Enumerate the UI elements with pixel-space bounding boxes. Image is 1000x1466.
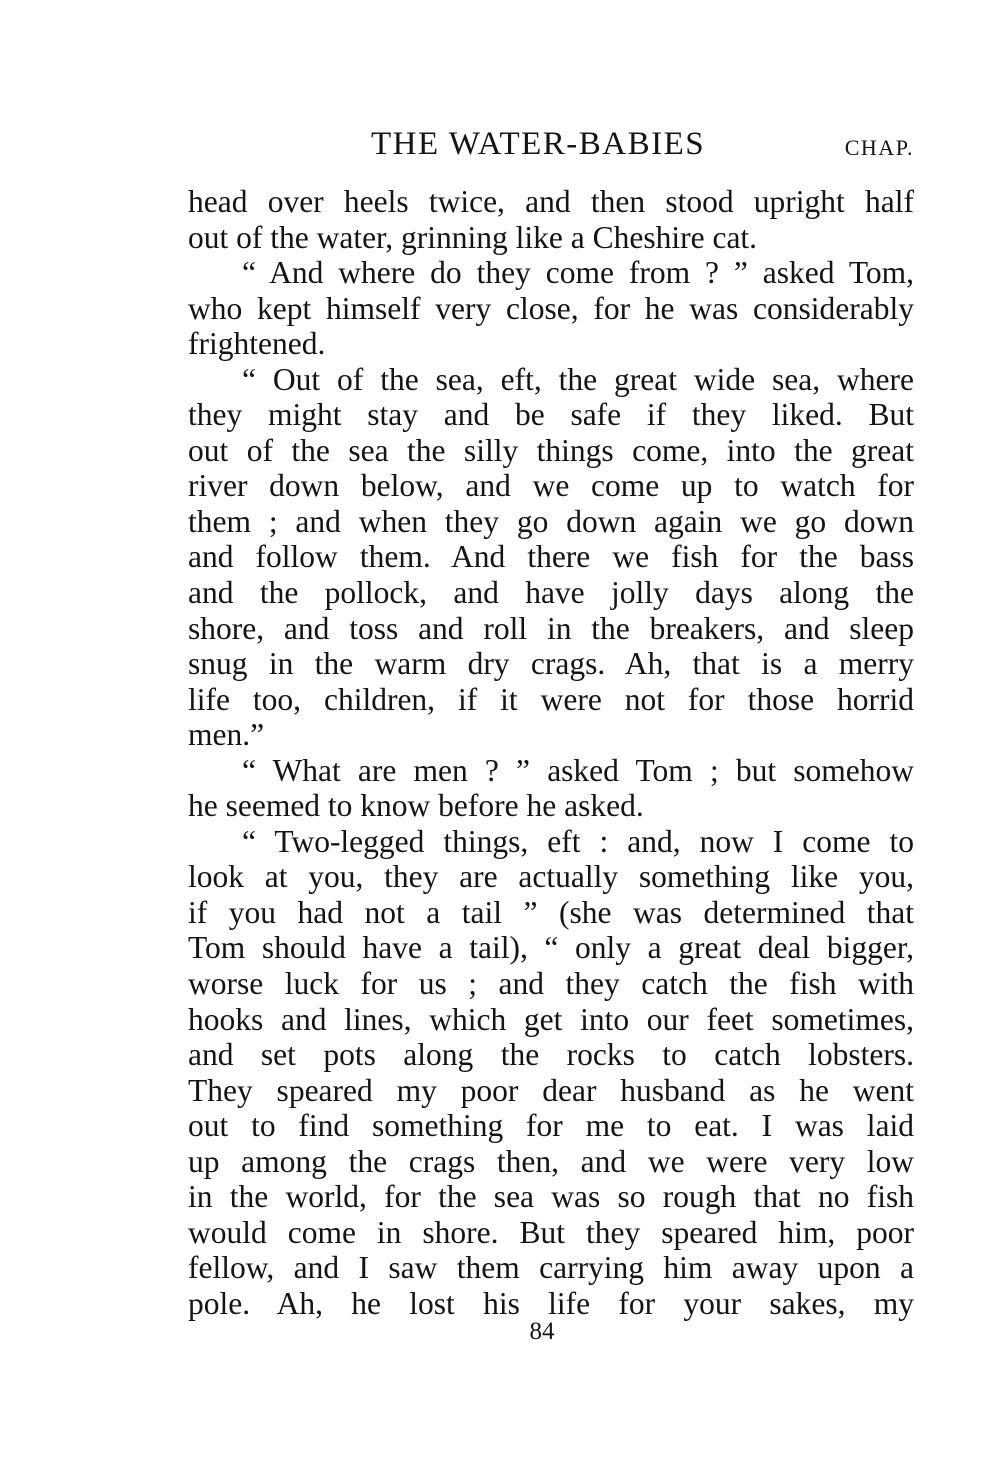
text-line: out of the water, grinning like a Cheshire cat. <box>188 219 758 255</box>
text-line: them ; and when they go down again we go down <box>188 503 914 539</box>
running-title: THE WATER-BABIES <box>371 126 706 162</box>
text-line: if you had not a tail ” (she was determined that <box>188 894 914 930</box>
text-line: frightened. <box>188 326 326 362</box>
text-line: They speared my poor dear husband as he went <box>188 1072 914 1108</box>
text-line: shore, and toss and roll in the breakers, and sleep <box>188 610 914 646</box>
text-line: would come in shore. But they speared him, poor <box>188 1214 914 1250</box>
text-line: “ What are men ? ” asked Tom ; but somehow <box>242 752 914 788</box>
text-line: out of the sea the silly things come, into the great <box>188 432 914 468</box>
text-line: “ Two-legged things, eft : and, now I come to <box>242 823 914 859</box>
text-line: snug in the warm dry crags. Ah, that is a merry <box>188 646 914 682</box>
text-line: in the world, for the sea was so rough that no fish <box>188 1179 914 1215</box>
text-line: river down below, and we come up to watch for <box>188 468 914 504</box>
text-line: life too, children, if it were not for those horrid <box>188 681 914 717</box>
text-line: they might stay and be safe if they liked. But <box>188 397 914 433</box>
text-line: men.” <box>188 717 265 753</box>
text-line: “ And where do they come from ? ” asked Tom, <box>242 255 914 291</box>
text-line: and the pollock, and have jolly days along the <box>188 575 914 611</box>
text-line: pole. Ah, he lost his life for your sakes, my <box>188 1285 914 1321</box>
running-head <box>188 124 914 168</box>
text-line: and set pots along the rocks to catch lobsters. <box>188 1037 914 1073</box>
text-line: fellow, and I saw them carrying him away upon a <box>188 1250 914 1286</box>
text-line: head over heels twice, and then stood upright half <box>188 184 914 219</box>
body-text <box>188 184 914 1322</box>
text-line: look at you, they are actually something like you, <box>188 859 914 895</box>
text-line: “ Out of the sea, eft, the great wide sea, where <box>242 361 914 397</box>
text-line: he seemed to know before he asked. <box>188 788 644 824</box>
page-number: 84 <box>529 1318 555 1345</box>
chapter-label: CHAP. <box>844 135 914 160</box>
text-line: and follow them. And there we fish for the bass <box>188 539 914 575</box>
text-line: up among the crags then, and we were very low <box>188 1143 914 1179</box>
text-line: who kept himself very close, for he was considerably <box>188 290 914 326</box>
text-line: Tom should have a tail), “ only a great deal bigger, <box>188 930 914 966</box>
text-line: worse luck for us ; and they catch the fish with <box>188 966 914 1002</box>
text-line: out to find something for me to eat. I was laid <box>188 1108 914 1144</box>
text-line: hooks and lines, which get into our feet sometimes, <box>188 1001 914 1037</box>
